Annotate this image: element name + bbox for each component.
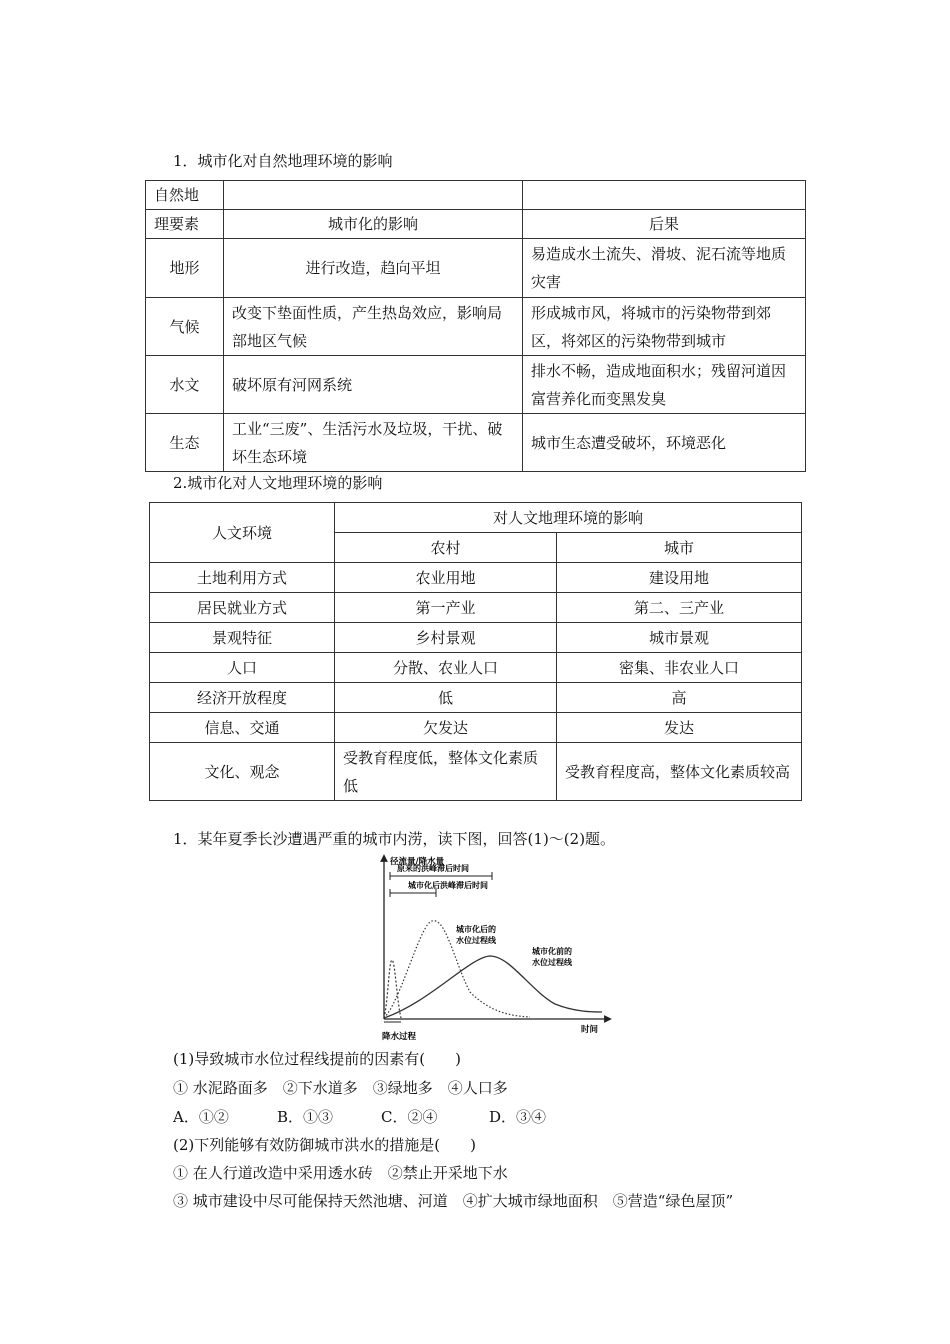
impact-cell: 破坏原有河网系统 bbox=[224, 356, 523, 414]
urban-cell: 建设用地 bbox=[557, 563, 802, 593]
urban-cell: 城市景观 bbox=[557, 623, 802, 653]
rural-cell: 分散、农业人口 bbox=[335, 653, 557, 683]
result-cell: 易造成水土流失、滑坡、泥石流等地质灾害 bbox=[523, 239, 806, 298]
lag-before-label: 原来的洪峰滞后时间 bbox=[397, 864, 469, 873]
header-factor-bottom: 理要素 bbox=[146, 210, 224, 239]
table-row bbox=[146, 414, 806, 472]
header-impact: 城市化的影响 bbox=[224, 210, 523, 239]
rural-cell: 农业用地 bbox=[335, 563, 557, 593]
table-row bbox=[150, 563, 802, 593]
human-environment-table bbox=[149, 502, 802, 801]
lag-after-label: 城市化后洪峰滞后时间 bbox=[408, 881, 488, 890]
factor-cell: 水文 bbox=[146, 356, 224, 414]
header-result: 后果 bbox=[523, 210, 806, 239]
curve-after-label-2: 水位过程线 bbox=[456, 936, 496, 945]
curve-before-label-2: 水位过程线 bbox=[532, 958, 572, 967]
aspect-cell: 经济开放程度 bbox=[150, 683, 335, 713]
table-row bbox=[146, 239, 806, 298]
table-row bbox=[150, 713, 802, 743]
impact-cell: 改变下垫面性质，产生热岛效应，影响局部地区气候 bbox=[224, 298, 523, 356]
curve-before-label-1: 城市化前的 bbox=[532, 947, 572, 956]
header-blank-2 bbox=[523, 181, 806, 210]
question-intro: 1．某年夏季长沙遭遇严重的城市内涝，读下图，回答(1)～(2)题。 bbox=[173, 830, 616, 848]
table-row bbox=[146, 356, 806, 414]
table-row bbox=[146, 298, 806, 356]
section1-title: 1．城市化对自然地理环境的影响 bbox=[173, 152, 393, 170]
aspect-cell: 土地利用方式 bbox=[150, 563, 335, 593]
rain-process-label: 降水过程 bbox=[382, 1032, 417, 1042]
result-cell: 排水不畅，造成地面积水；残留河道因富营养化而变黑发臭 bbox=[523, 356, 806, 414]
urban-cell: 密集、非农业人口 bbox=[557, 653, 802, 683]
factor-cell: 气候 bbox=[146, 298, 224, 356]
header-rural: 农村 bbox=[335, 533, 557, 563]
table-row bbox=[150, 623, 802, 653]
result-cell: 城市生态遭受破坏，环境恶化 bbox=[523, 414, 806, 472]
table-row bbox=[150, 743, 802, 801]
aspect-cell: 居民就业方式 bbox=[150, 593, 335, 623]
table-row bbox=[150, 593, 802, 623]
urban-cell: 高 bbox=[557, 683, 802, 713]
impact-cell: 进行改造，趋向平坦 bbox=[224, 239, 523, 298]
header-impact-span: 对人文地理环境的影响 bbox=[335, 503, 802, 533]
header-aspect: 人文环境 bbox=[150, 503, 335, 563]
option-c[interactable]: C．②④ bbox=[381, 1108, 438, 1126]
option-d[interactable]: D．③④ bbox=[489, 1108, 547, 1126]
y-axis-label: 径流量/降水量 bbox=[390, 857, 445, 867]
aspect-cell: 信息、交通 bbox=[150, 713, 335, 743]
impact-cell: 工业“三废”、生活污水及垃圾，干扰、破坏生态环境 bbox=[224, 414, 523, 472]
rural-cell: 第一产业 bbox=[335, 593, 557, 623]
urban-cell: 发达 bbox=[557, 713, 802, 743]
aspect-cell: 人口 bbox=[150, 653, 335, 683]
q2-stem: (2)下列能够有效防御城市洪水的措施是( ) bbox=[173, 1136, 476, 1154]
header-blank-1 bbox=[224, 181, 523, 210]
option-a[interactable]: A．①② bbox=[173, 1108, 229, 1126]
result-cell: 形成城市风，将城市的污染物带到郊区，将郊区的污染物带到城市 bbox=[523, 298, 806, 356]
factor-cell: 地形 bbox=[146, 239, 224, 298]
q1-items: ① 水泥路面多 ②下水道多 ③绿地多 ④人口多 bbox=[173, 1079, 508, 1097]
table-row bbox=[150, 653, 802, 683]
option-b[interactable]: B．①③ bbox=[277, 1108, 334, 1126]
rainfall-curve bbox=[384, 960, 401, 1018]
aspect-cell: 景观特征 bbox=[150, 623, 335, 653]
header-urban: 城市 bbox=[557, 533, 802, 563]
curve-after-label-1: 城市化后的 bbox=[456, 925, 496, 934]
section2-title: 2.城市化对人文地理环境的影响 bbox=[173, 474, 383, 492]
rural-cell: 乡村景观 bbox=[335, 623, 557, 653]
table-row bbox=[150, 683, 802, 713]
q1-options bbox=[173, 1106, 546, 1127]
rural-cell: 低 bbox=[335, 683, 557, 713]
natural-environment-table bbox=[145, 180, 806, 472]
rural-cell: 欠发达 bbox=[335, 713, 557, 743]
hydrograph-figure bbox=[370, 852, 615, 1044]
header-factor-top: 自然地 bbox=[146, 181, 224, 210]
urban-cell: 受教育程度高，整体文化素质较高 bbox=[557, 743, 802, 801]
aspect-cell: 文化、观念 bbox=[150, 743, 335, 801]
q2-line1: ① 在人行道改造中采用透水砖 ②禁止开采地下水 bbox=[173, 1164, 508, 1182]
x-axis-label: 时间 bbox=[581, 1025, 599, 1035]
q2-line2: ③ 城市建设中尽可能保持天然池塘、河道 ④扩大城市绿地面积 ⑤营造“绿色屋顶” bbox=[173, 1192, 734, 1210]
rural-cell: 受教育程度低，整体文化素质低 bbox=[335, 743, 557, 801]
factor-cell: 生态 bbox=[146, 414, 224, 472]
urban-cell: 第二、三产业 bbox=[557, 593, 802, 623]
q1-stem: (1)导致城市水位过程线提前的因素有( ) bbox=[173, 1050, 461, 1068]
